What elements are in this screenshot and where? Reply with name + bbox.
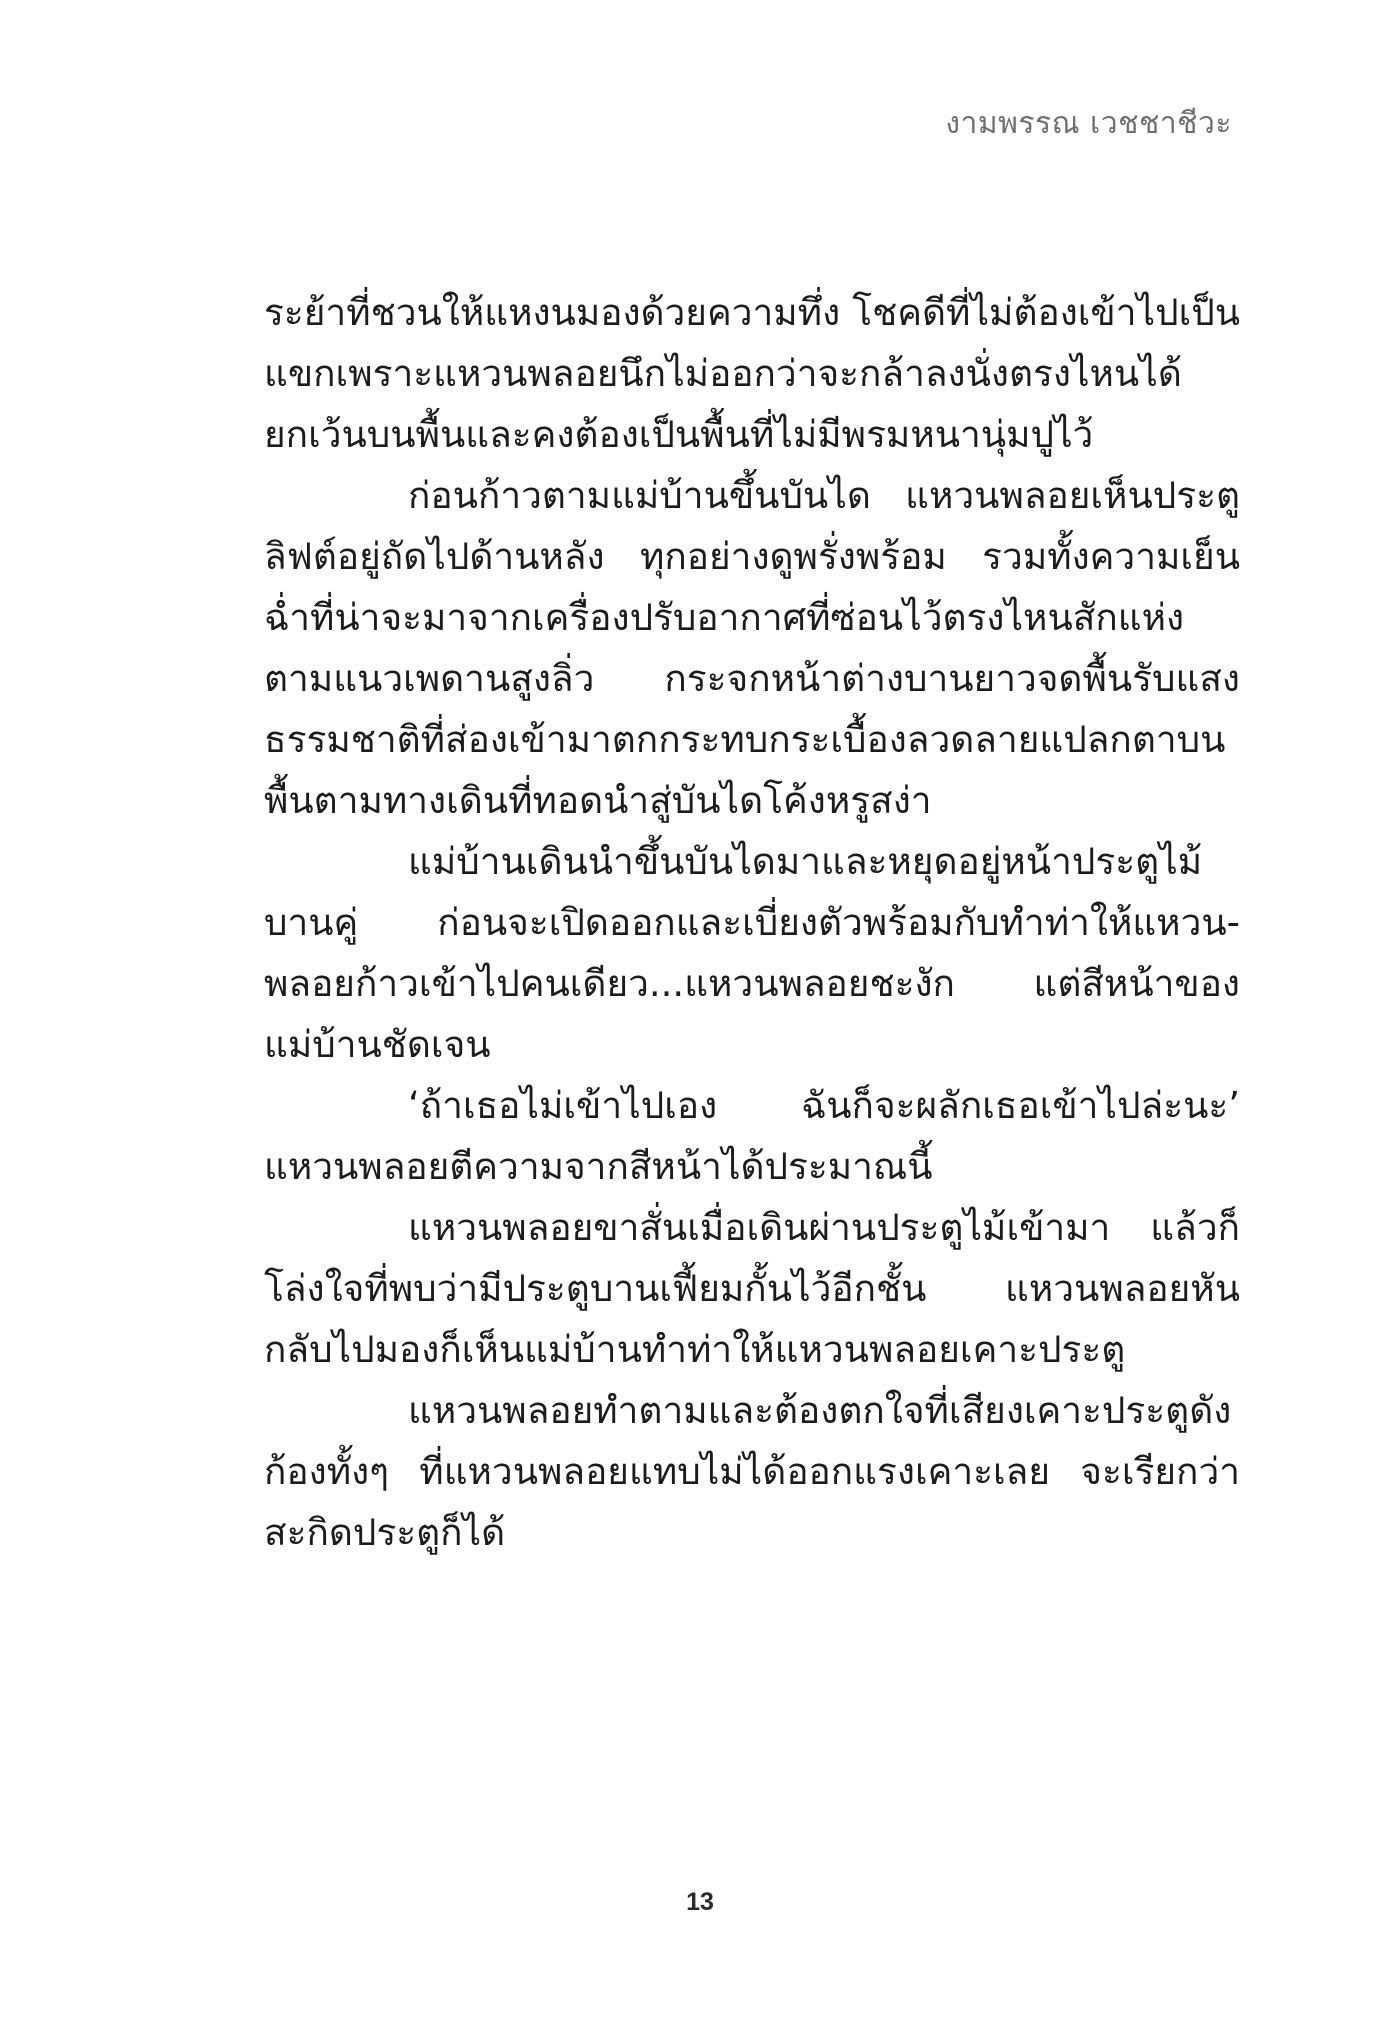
text-line: กลับไปมองก็เห็นแม่บ้านทำท่าให้แหวนพลอยเคาะประตู [264,1328,1126,1371]
text-line: ธรรมชาติที่ส่องเข้ามาตกกระทบกระเบื้องลวดลายแปลกตาบน [264,718,1226,761]
paragraph-start-line: ก่อนก้าวตามแม่บ้านขึ้นบันได แหวนพลอยเห็นประตู [408,474,1240,517]
text-line: แหวนพลอยตีความจากสีหน้าได้ประมาณนี้ [264,1145,933,1188]
running-header-author: งามพรรณ เวชชาชีวะ [945,106,1232,141]
paragraph-start-line: แหวนพลอยขาสั่นเมื่อเดินผ่านประตูไม้เข้ามา แล้วก็ [408,1206,1240,1249]
text-line: ฉ่ำที่น่าจะมาจากเครื่องปรับอากาศที่ซ่อนไว้ตรงไหนสักแห่ง [264,596,1185,639]
text-line: ระย้าที่ชวนให้แหงนมองด้วยความทึ่ง โชคดีที่ไม่ต้องเข้าไปเป็น [264,291,1240,334]
text-line: พลอยก้าวเข้าไปคนเดียว...แหวนพลอยชะงัก แต่สีหน้าของ [264,962,1240,1005]
text-line: ก้องทั้งๆ ที่แหวนพลอยแทบไม่ได้ออกแรงเคาะเลย จะเรียกว่า [264,1450,1240,1493]
text-line: บานคู่ ก่อนจะเปิดออกและเบี่ยงตัวพร้อมกับทำท่าให้แหวน- [264,901,1240,944]
text-line: ยกเว้นบนพื้นและคงต้องเป็นพื้นที่ไม่มีพรมหนานุ่มปูไว้ [264,413,1094,456]
text-line: แขกเพราะแหวนพลอยนึกไม่ออกว่าจะกล้าลงนั่งตรงไหนได้ [264,352,1182,395]
paragraph-start-line: ‘ถ้าเธอไม่เข้าไปเอง ฉันก็จะผลักเธอเข้าไปล่ะนะ’ [408,1084,1240,1127]
paragraph-start-line: แหวนพลอยทำตามและต้องตกใจที่เสียงเคาะประตูดัง [408,1389,1232,1432]
text-line: พื้นตามทางเดินที่ทอดนำสู่บันไดโค้งหรูสง่า [264,779,932,822]
paragraph-start-line: แม่บ้านเดินนำขึ้นบันไดมาและหยุดอยู่หน้าประตูไม้ [408,840,1203,883]
text-line: สะกิดประตูก็ได้ [264,1511,506,1554]
text-line: โล่งใจที่พบว่ามีประตูบานเฟี้ยมกั้นไว้อีกชั้น แหวนพลอยหัน [264,1267,1240,1310]
text-line: แม่บ้านชัดเจน [264,1023,491,1066]
body-text [264,282,1240,1563]
text-line: ตามแนวเพดานสูงลิ่ว กระจกหน้าต่างบานยาวจดพื้นรับแสง [264,657,1240,700]
text-line: ลิฟต์อยู่ถัดไปด้านหลัง ทุกอย่างดูพรั่งพร้อม รวมทั้งความเย็น [264,535,1240,578]
page-number: 13 [686,1888,714,1916]
